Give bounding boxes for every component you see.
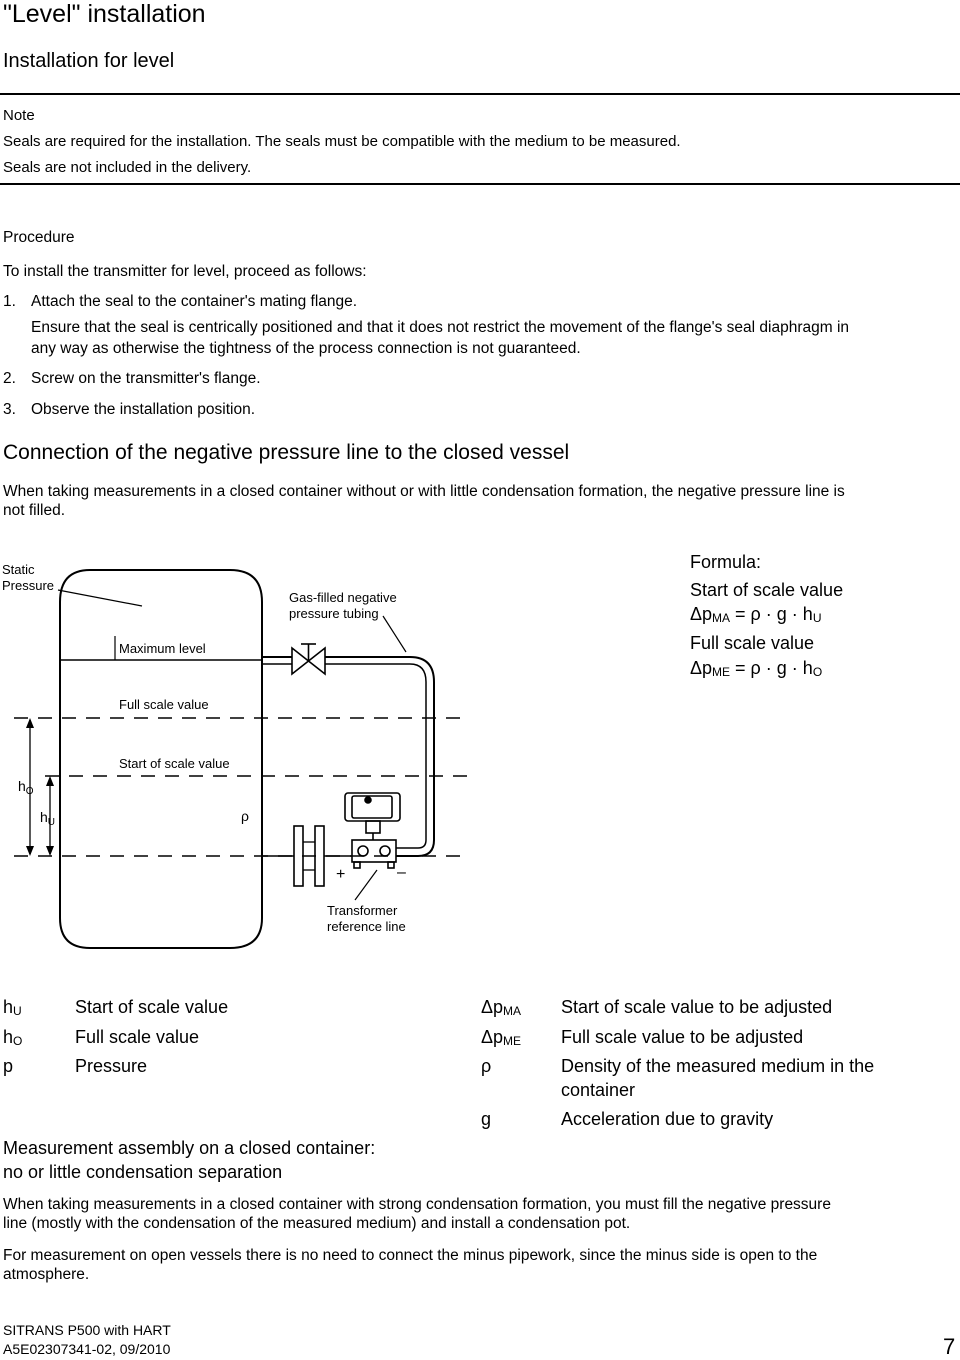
legend-p-text: Pressure	[75, 1056, 148, 1076]
connection-para-line-2: not filled.	[3, 502, 66, 519]
step-2-text: Screw on the transmitter's flange.	[31, 370, 261, 387]
rho-label: ρ	[241, 808, 249, 824]
formula-title: Formula:	[690, 552, 762, 572]
legend-g-text: Acceleration due to gravity	[561, 1109, 774, 1129]
closing-para-2-line-2: atmosphere.	[3, 1266, 90, 1283]
legend-p-symbol: p	[3, 1056, 14, 1076]
step-3-number: 3.	[3, 401, 16, 418]
page-number: 7	[943, 1334, 956, 1359]
full-scale-value-label: Full scale value	[119, 697, 209, 712]
legend-dpma-symbol: $\Delta p_{MA}$	[481, 997, 522, 1018]
connection-heading: Connection of the negative pressure line to the closed vessel	[3, 441, 570, 464]
note-top-rule	[0, 93, 960, 95]
note-label: Note	[3, 107, 35, 124]
level-measurement-diagram	[0, 540, 470, 960]
step-2-number: 2.	[3, 370, 16, 387]
legend-rho-text-line-1: Density of the measured medium in the	[561, 1056, 875, 1076]
formula-full-equation: $\Delta p_{ME} = \rho \cdot g \cdot h_O$	[690, 658, 823, 679]
note-bottom-rule	[0, 183, 960, 185]
footer-product: SITRANS P500 with HART	[3, 1322, 171, 1338]
gas-tubing-leader	[383, 616, 406, 652]
h-o-label: $h_O$	[18, 778, 34, 797]
minus-label: –	[397, 864, 406, 881]
maximum-level-label: Maximum level	[119, 641, 206, 656]
page-title: "Level" installation	[3, 0, 206, 28]
static-pressure-leader	[58, 590, 142, 606]
step-1-detail-line-1: Ensure that the seal is centrically positioned and that it does not restrict the movement of the flange's seal diaphragm in	[31, 319, 850, 336]
valve-icon	[292, 644, 325, 674]
transmitter-flange	[315, 826, 324, 886]
formula-start-equation: $\Delta p_{MA} = \rho \cdot g \cdot h_U$	[690, 604, 822, 625]
h-u-label: $h_U$	[40, 809, 56, 828]
figure-caption-line-1: Measurement assembly on a closed container:	[3, 1138, 376, 1158]
footer-document-number: A5E02307341-02, 09/2010	[3, 1341, 171, 1357]
closing-para-1-line-1: When taking measurements in a closed container with strong condensation formation, you must fill the negative pressure	[3, 1196, 831, 1213]
formula-full-label: Full scale value	[690, 633, 815, 653]
legend-ho-text: Full scale value	[75, 1027, 200, 1047]
transformer-label-line-2: reference line	[327, 919, 406, 934]
legend-dpme-text: Full scale value to be adjusted	[561, 1027, 804, 1047]
formula-start-label: Start of scale value	[690, 580, 844, 600]
legend-hu-symbol: $h_U$	[3, 997, 22, 1018]
step-3-text: Observe the installation position.	[31, 401, 256, 418]
legend-rho-text-line-2: container	[561, 1080, 636, 1100]
transformer-label-line-1: Transformer	[327, 903, 398, 918]
start-scale-value-label: Start of scale value	[119, 756, 230, 771]
gas-tubing-label-line-1: Gas-filled negative	[289, 590, 397, 605]
plus-label: +	[336, 866, 346, 883]
vessel-flange	[294, 826, 303, 886]
legend-dpme-symbol: $\Delta p_{ME}$	[481, 1027, 522, 1048]
gas-tubing-label-line-2: pressure tubing	[289, 606, 379, 621]
static-pressure-label-line-1: Static	[2, 562, 35, 577]
legend-g-symbol: g	[481, 1109, 492, 1129]
closing-para-2-line-1: For measurement on open vessels there is no need to connect the minus pipework, since the minus side is open to the	[3, 1247, 818, 1264]
transformer-leader	[355, 870, 377, 900]
connection-para-line-1: When taking measurements in a closed container without or with little condensation formation, the negative pressure line is	[3, 483, 845, 500]
legend-hu-text: Start of scale value	[75, 997, 229, 1017]
section-subtitle: Installation for level	[3, 50, 175, 72]
step-1-detail-line-2: any way as otherwise the tightness of the process connection is not guaranteed.	[31, 340, 581, 357]
procedure-intro: To install the transmitter for level, proceed as follows:	[3, 263, 367, 280]
static-pressure-label-line-2: Pressure	[2, 578, 55, 593]
note-line-1: Seals are required for the installation. The seals must be compatible with the medium to be measured.	[3, 133, 681, 150]
legend-ho-symbol: $h_O$	[3, 1027, 23, 1048]
figure-caption-line-2: no or little condensation separation	[3, 1162, 283, 1182]
legend-dpma-text: Start of scale value to be adjusted	[561, 997, 833, 1017]
procedure-heading: Procedure	[3, 229, 75, 246]
note-line-2: Seals are not included in the delivery.	[3, 159, 252, 176]
step-1-number: 1.	[3, 293, 16, 310]
legend-rho-symbol: ρ	[481, 1056, 492, 1076]
step-1-text: Attach the seal to the container's mating flange.	[31, 293, 358, 310]
closing-para-1-line-2: line (mostly with the condensation of the measured medium) and install a condensation pot.	[3, 1215, 631, 1232]
